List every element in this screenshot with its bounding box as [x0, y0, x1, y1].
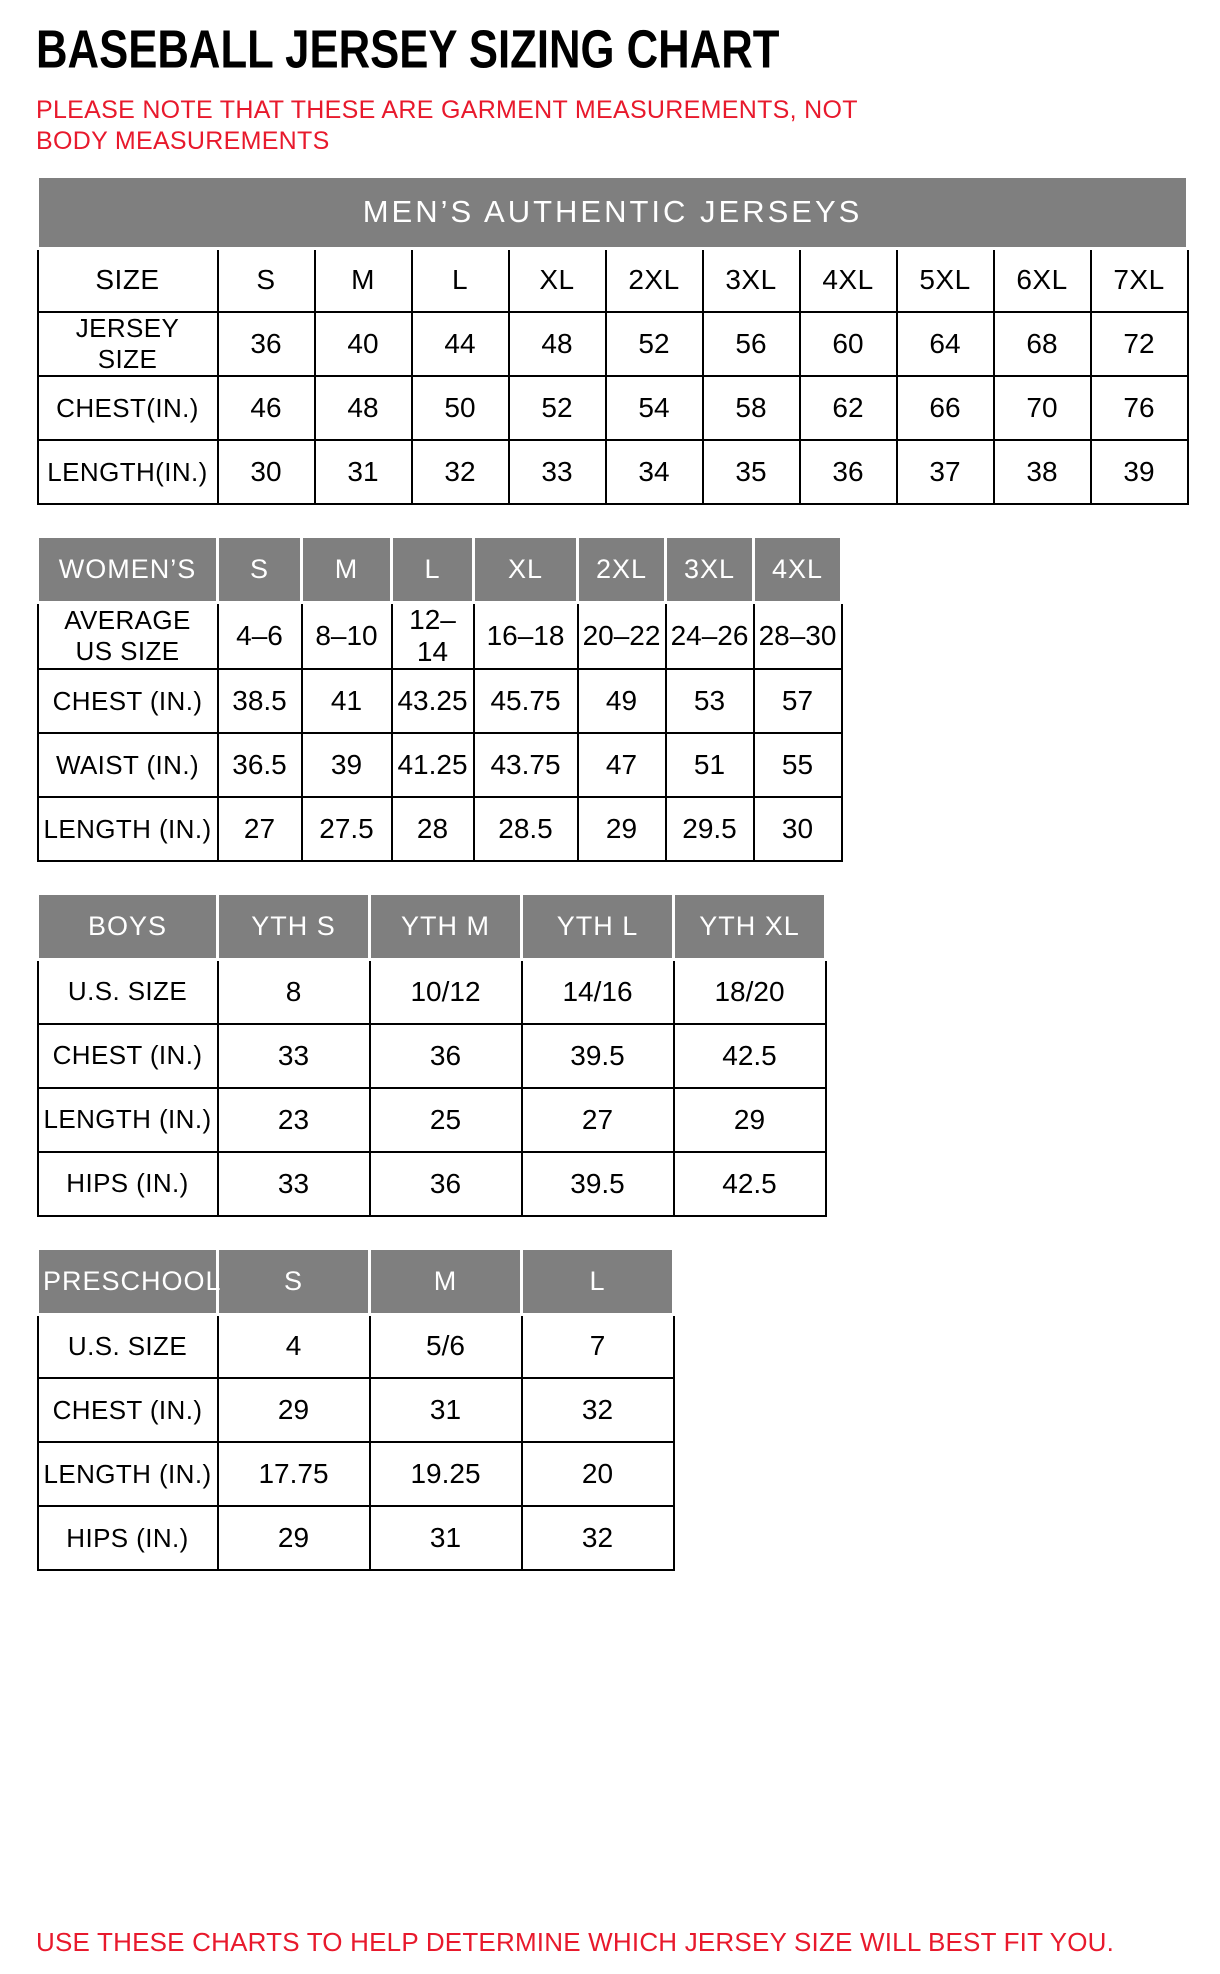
preschool-header-row: [38, 1248, 674, 1314]
womens-value-cell: 51: [666, 733, 754, 797]
mens-value-cell: 48: [315, 376, 412, 440]
mens-value-cell: 40: [315, 312, 412, 376]
womens-value-cell: 57: [754, 669, 842, 733]
boys-header-label: BOYS: [38, 894, 218, 960]
womens-value-cell: 41: [302, 669, 392, 733]
mens-header-label: SIZE: [38, 248, 218, 312]
womens-value-cell: 30: [754, 797, 842, 861]
womens-header-row: [38, 537, 842, 603]
womens-header-label: WOMEN’S: [38, 537, 218, 603]
preschool-value-cell: 5/6: [370, 1314, 522, 1378]
preschool-value-cell: 7: [522, 1314, 674, 1378]
mens-header-cell: 5XL: [897, 248, 994, 312]
mens-value-cell: 66: [897, 376, 994, 440]
mens-header-cell: L: [412, 248, 509, 312]
boys-header-cell: YTH M: [370, 894, 522, 960]
mens-value-cell: 36: [218, 312, 315, 376]
mens-value-cell: 54: [606, 376, 703, 440]
boys-value-cell: 36: [370, 1024, 522, 1088]
mens-value-cell: 62: [800, 376, 897, 440]
mens-value-cell: 76: [1091, 376, 1188, 440]
womens-value-cell: 27.5: [302, 797, 392, 861]
mens-table: [36, 175, 1189, 506]
womens-value-cell: 29.5: [666, 797, 754, 861]
womens-value-cell: 43.25: [392, 669, 474, 733]
preschool-value-cell: 32: [522, 1506, 674, 1570]
mens-value-cell: 70: [994, 376, 1091, 440]
mens-value-cell: 46: [218, 376, 315, 440]
womens-row: [38, 797, 842, 861]
preschool-value-cell: 19.25: [370, 1442, 522, 1506]
womens-row-label: WAIST (IN.): [38, 733, 218, 797]
womens-value-cell: 53: [666, 669, 754, 733]
garment-measurement-note: PLEASE NOTE THAT THESE ARE GARMENT MEASUREMENTS, NOT BODY MEASUREMENTS: [36, 96, 858, 156]
mens-banner-row: [38, 176, 1188, 248]
preschool-row: [38, 1442, 674, 1506]
preschool-row: [38, 1314, 674, 1378]
womens-value-cell: 47: [578, 733, 666, 797]
mens-value-cell: 38: [994, 440, 1091, 504]
page-title: BASEBALL JERSEY SIZING CHART: [36, 19, 780, 81]
womens-row: [38, 733, 842, 797]
preschool-header-cell: M: [370, 1248, 522, 1314]
womens-row-label: AVERAGE US SIZE: [38, 603, 218, 670]
womens-value-cell: 8–10: [302, 603, 392, 670]
boys-row-label: LENGTH (IN.): [38, 1088, 218, 1152]
preschool-table: [36, 1247, 675, 1572]
boys-row-label: U.S. SIZE: [38, 960, 218, 1024]
womens-header-cell: 4XL: [754, 537, 842, 603]
mens-header-cell: M: [315, 248, 412, 312]
womens-value-cell: 38.5: [218, 669, 302, 733]
womens-value-cell: 27: [218, 797, 302, 861]
boys-value-cell: 25: [370, 1088, 522, 1152]
mens-row: [38, 312, 1188, 376]
womens-value-cell: 20–22: [578, 603, 666, 670]
preschool-value-cell: 29: [218, 1378, 370, 1442]
boys-header-cell: YTH L: [522, 894, 674, 960]
footer-note: USE THESE CHARTS TO HELP DETERMINE WHICH JERSEY SIZE WILL BEST FIT YOU.: [36, 1927, 1115, 1957]
mens-header-cell: 2XL: [606, 248, 703, 312]
preschool-value-cell: 31: [370, 1378, 522, 1442]
preschool-header-cell: L: [522, 1248, 674, 1314]
womens-value-cell: 36.5: [218, 733, 302, 797]
preschool-row: [38, 1378, 674, 1442]
preschool-value-cell: 17.75: [218, 1442, 370, 1506]
womens-header-cell: 2XL: [578, 537, 666, 603]
preschool-header-cell: S: [218, 1248, 370, 1314]
mens-value-cell: 36: [800, 440, 897, 504]
mens-header-cell: 6XL: [994, 248, 1091, 312]
mens-header-cell: XL: [509, 248, 606, 312]
womens-header-cell: 3XL: [666, 537, 754, 603]
mens-header-cell: 4XL: [800, 248, 897, 312]
boys-value-cell: 10/12: [370, 960, 522, 1024]
mens-header-cell: 3XL: [703, 248, 800, 312]
preschool-value-cell: 4: [218, 1314, 370, 1378]
preschool-row-label: U.S. SIZE: [38, 1314, 218, 1378]
mens-value-cell: 39: [1091, 440, 1188, 504]
womens-row: [38, 603, 842, 670]
mens-value-cell: 58: [703, 376, 800, 440]
boys-value-cell: 18/20: [674, 960, 826, 1024]
boys-value-cell: 36: [370, 1152, 522, 1216]
mens-value-cell: 31: [315, 440, 412, 504]
mens-value-cell: 52: [606, 312, 703, 376]
womens-value-cell: 55: [754, 733, 842, 797]
womens-value-cell: 28: [392, 797, 474, 861]
womens-header-cell: M: [302, 537, 392, 603]
preschool-row: [38, 1506, 674, 1570]
womens-row: [38, 669, 842, 733]
mens-value-cell: 52: [509, 376, 606, 440]
preschool-value-cell: 32: [522, 1378, 674, 1442]
mens-value-cell: 33: [509, 440, 606, 504]
sizing-tables-container: [36, 175, 1184, 1572]
mens-header-row: [38, 248, 1188, 312]
boys-row: [38, 1088, 826, 1152]
womens-value-cell: 43.75: [474, 733, 578, 797]
mens-value-cell: 34: [606, 440, 703, 504]
boys-value-cell: 42.5: [674, 1024, 826, 1088]
womens-value-cell: 45.75: [474, 669, 578, 733]
mens-row: [38, 376, 1188, 440]
womens-row-label: LENGTH (IN.): [38, 797, 218, 861]
mens-value-cell: 32: [412, 440, 509, 504]
boys-value-cell: 27: [522, 1088, 674, 1152]
womens-row-label: CHEST (IN.): [38, 669, 218, 733]
mens-value-cell: 72: [1091, 312, 1188, 376]
mens-value-cell: 44: [412, 312, 509, 376]
boys-row: [38, 1152, 826, 1216]
mens-header-cell: 7XL: [1091, 248, 1188, 312]
womens-value-cell: 41.25: [392, 733, 474, 797]
mens-value-cell: 35: [703, 440, 800, 504]
mens-value-cell: 30: [218, 440, 315, 504]
mens-value-cell: 64: [897, 312, 994, 376]
mens-header-cell: S: [218, 248, 315, 312]
mens-row: [38, 440, 1188, 504]
mens-banner: MEN’S AUTHENTIC JERSEYS: [38, 176, 1188, 248]
mens-value-cell: 68: [994, 312, 1091, 376]
womens-value-cell: 28.5: [474, 797, 578, 861]
boys-row: [38, 960, 826, 1024]
womens-value-cell: 28–30: [754, 603, 842, 670]
boys-value-cell: 8: [218, 960, 370, 1024]
boys-row: [38, 1024, 826, 1088]
mens-value-cell: 56: [703, 312, 800, 376]
boys-value-cell: 42.5: [674, 1152, 826, 1216]
womens-value-cell: 39: [302, 733, 392, 797]
boys-value-cell: 23: [218, 1088, 370, 1152]
boys-header-cell: YTH XL: [674, 894, 826, 960]
mens-row-label: LENGTH(IN.): [38, 440, 218, 504]
mens-value-cell: 50: [412, 376, 509, 440]
boys-value-cell: 39.5: [522, 1024, 674, 1088]
womens-value-cell: 12–14: [392, 603, 474, 670]
preschool-value-cell: 20: [522, 1442, 674, 1506]
preschool-row-label: CHEST (IN.): [38, 1378, 218, 1442]
boys-value-cell: 39.5: [522, 1152, 674, 1216]
boys-value-cell: 29: [674, 1088, 826, 1152]
mens-value-cell: 60: [800, 312, 897, 376]
boys-table: [36, 892, 827, 1217]
mens-row-label: CHEST(IN.): [38, 376, 218, 440]
mens-row-label: JERSEY SIZE: [38, 312, 218, 376]
mens-value-cell: 37: [897, 440, 994, 504]
womens-value-cell: 49: [578, 669, 666, 733]
boys-header-row: [38, 894, 826, 960]
womens-value-cell: 24–26: [666, 603, 754, 670]
womens-header-cell: L: [392, 537, 474, 603]
womens-header-cell: XL: [474, 537, 578, 603]
preschool-value-cell: 31: [370, 1506, 522, 1570]
boys-header-cell: YTH S: [218, 894, 370, 960]
mens-value-cell: 48: [509, 312, 606, 376]
womens-table: [36, 535, 843, 862]
womens-header-cell: S: [218, 537, 302, 603]
boys-row-label: CHEST (IN.): [38, 1024, 218, 1088]
boys-value-cell: 14/16: [522, 960, 674, 1024]
womens-value-cell: 4–6: [218, 603, 302, 670]
boys-value-cell: 33: [218, 1024, 370, 1088]
preschool-header-label: PRESCHOOL: [38, 1248, 218, 1314]
womens-value-cell: 29: [578, 797, 666, 861]
preschool-value-cell: 29: [218, 1506, 370, 1570]
boys-value-cell: 33: [218, 1152, 370, 1216]
womens-value-cell: 16–18: [474, 603, 578, 670]
preschool-row-label: LENGTH (IN.): [38, 1442, 218, 1506]
boys-row-label: HIPS (IN.): [38, 1152, 218, 1216]
preschool-row-label: HIPS (IN.): [38, 1506, 218, 1570]
